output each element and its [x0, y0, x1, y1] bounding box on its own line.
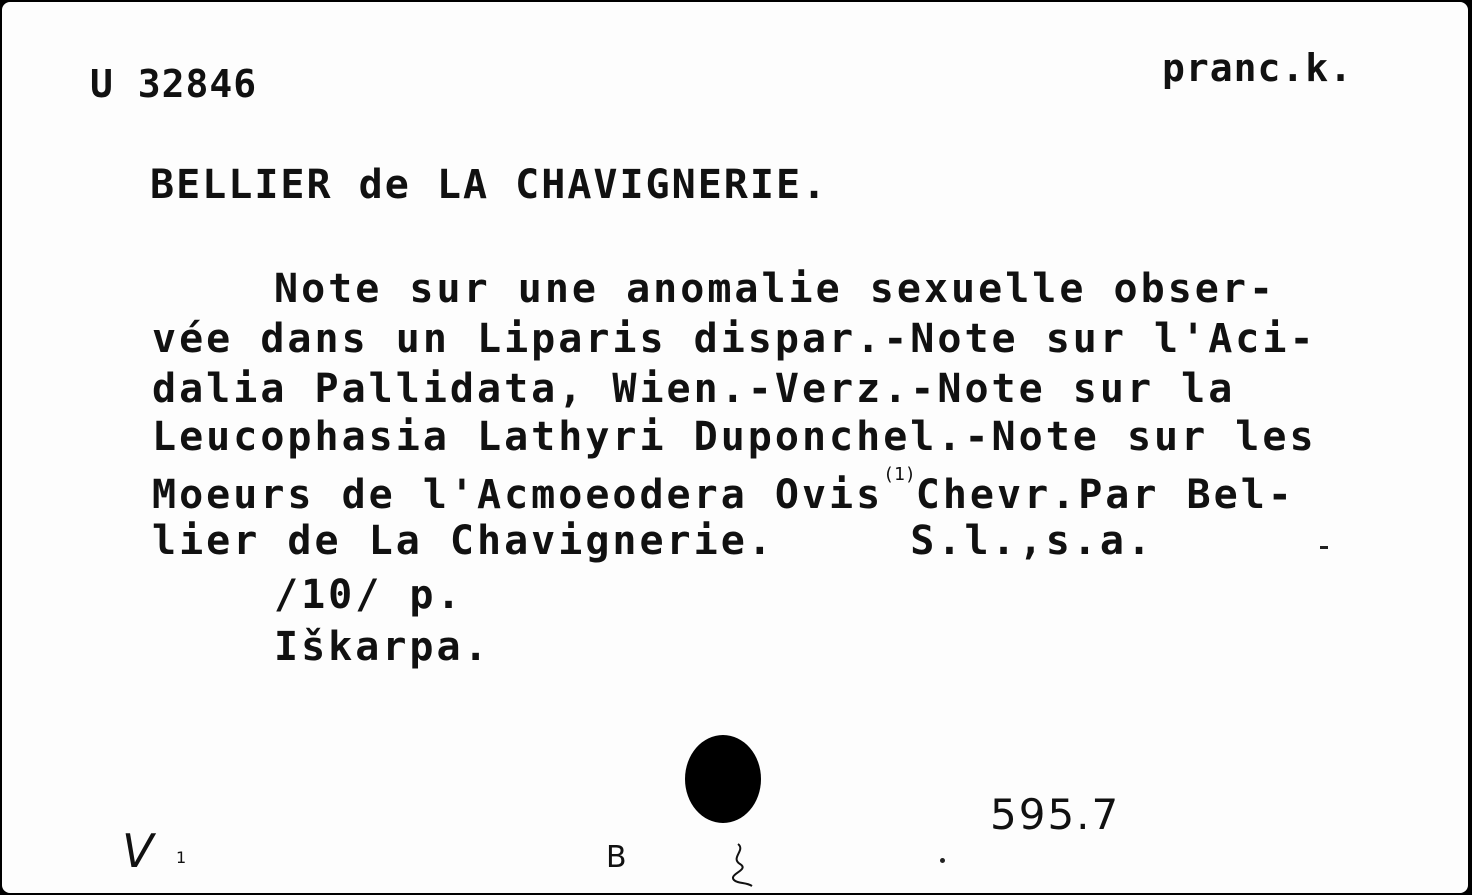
handwritten-b-mark: B — [606, 840, 627, 875]
classification-number: 595.7 — [990, 790, 1121, 839]
handwritten-digit-mark: 1 — [176, 848, 187, 867]
catalog-card — [2, 2, 1468, 893]
title-line-3: dalia Pallidata, Wien.-Verz.-Note sur la — [152, 366, 1236, 412]
handwritten-v-mark: V — [122, 824, 154, 878]
call-number: U 32846 — [90, 62, 258, 106]
pages-line: /10/ p. — [274, 572, 464, 618]
punch-hole — [685, 735, 761, 823]
author-heading: BELLIER de LA CHAVIGNERIE. — [150, 162, 829, 208]
ink-dash — [1320, 546, 1328, 549]
note-line: Iškarpa. — [274, 624, 491, 670]
language-code: pranc.k. — [1162, 46, 1354, 90]
ink-dot — [940, 858, 945, 863]
title-line-1: Note sur une anomalie sexuelle obser- — [274, 266, 1277, 312]
title-line-5 — [152, 464, 1295, 518]
title-line-4: Leucophasia Lathyri Duponchel.-Note sur les — [152, 414, 1317, 460]
handwritten-scribble-icon — [720, 840, 760, 890]
title-line-5-suffix: Chevr.Par Bel- — [915, 472, 1295, 518]
title-line-6: lier de La Chavignerie. S.l.,s.a. — [152, 518, 1155, 564]
footnote-marker: (1) — [883, 464, 916, 485]
title-line-5-text: Moeurs de l'Acmoeodera Ovis — [152, 472, 884, 518]
title-line-2: vée dans un Liparis dispar.-Note sur l'Aci- — [152, 316, 1317, 362]
